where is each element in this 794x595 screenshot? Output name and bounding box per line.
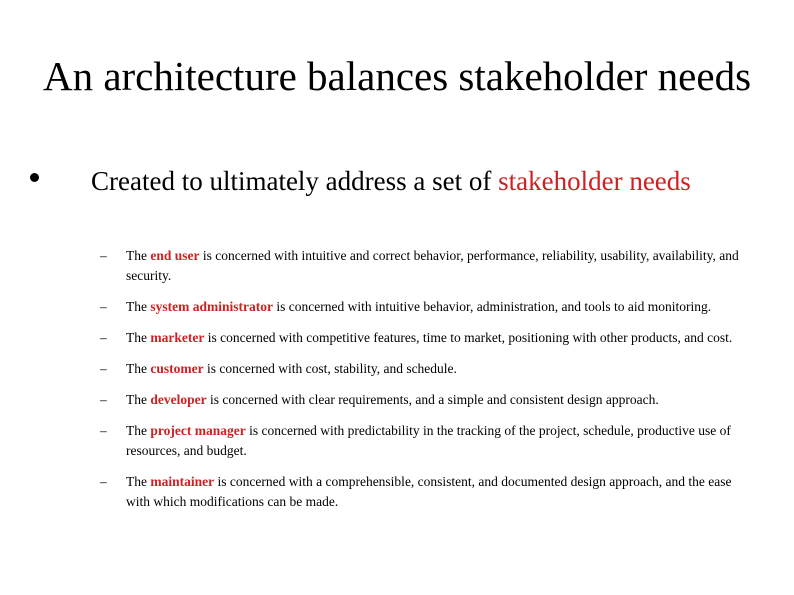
- list-item: [100, 390, 740, 410]
- list-item: [100, 328, 740, 348]
- dash-icon: –: [100, 423, 107, 438]
- dash-icon: –: [100, 248, 107, 263]
- main-bullet-text: [91, 166, 741, 197]
- item-role: developer: [150, 392, 207, 407]
- item-prefix: The: [126, 392, 151, 407]
- item-text: is concerned with a comprehensible, consistent, and documented design approach, and the ease with which modifications can be made.: [126, 474, 732, 509]
- dash-icon: –: [100, 474, 107, 489]
- bullet-dot-icon: [30, 173, 39, 182]
- item-role: project manager: [150, 423, 246, 438]
- item-text: is concerned with clear requirements, and a simple and consistent design approach.: [206, 392, 659, 407]
- main-bullet-lead: Created to ultimately address a set of: [91, 166, 499, 196]
- item-text: is concerned with competitive features, time to market, positioning with other products, and cost.: [204, 330, 733, 345]
- slide-title: An architecture balances stakeholder needs: [42, 53, 752, 99]
- dash-icon: –: [100, 299, 107, 314]
- item-text: is concerned with intuitive behavior, administration, and tools to aid monitoring.: [272, 299, 712, 314]
- item-role: system administrator: [150, 299, 273, 314]
- dash-icon: –: [100, 392, 107, 407]
- item-prefix: The: [126, 248, 151, 263]
- dash-icon: –: [100, 361, 107, 376]
- item-role: maintainer: [150, 474, 215, 489]
- list-item: [100, 297, 740, 317]
- dash-icon: –: [100, 330, 107, 345]
- item-role: marketer: [150, 330, 205, 345]
- item-prefix: The: [126, 474, 151, 489]
- item-prefix: The: [126, 330, 151, 345]
- list-item: [100, 246, 740, 286]
- item-role: customer: [150, 361, 204, 376]
- main-bullet-highlight: stakeholder needs: [498, 166, 691, 196]
- list-item: [100, 421, 740, 461]
- stakeholder-list: [100, 246, 740, 523]
- item-text: is concerned with intuitive and correct behavior, performance, reliability, usability, availability, and security.: [126, 248, 739, 283]
- list-item: [100, 359, 740, 379]
- item-text: is concerned with predictability in the tracking of the project, schedule, productive use of resources, and budget.: [126, 423, 731, 458]
- item-prefix: The: [126, 423, 151, 438]
- item-role: end user: [150, 248, 200, 263]
- list-item: [100, 472, 740, 512]
- item-prefix: The: [126, 299, 151, 314]
- item-text: is concerned with cost, stability, and schedule.: [203, 361, 457, 376]
- item-prefix: The: [126, 361, 151, 376]
